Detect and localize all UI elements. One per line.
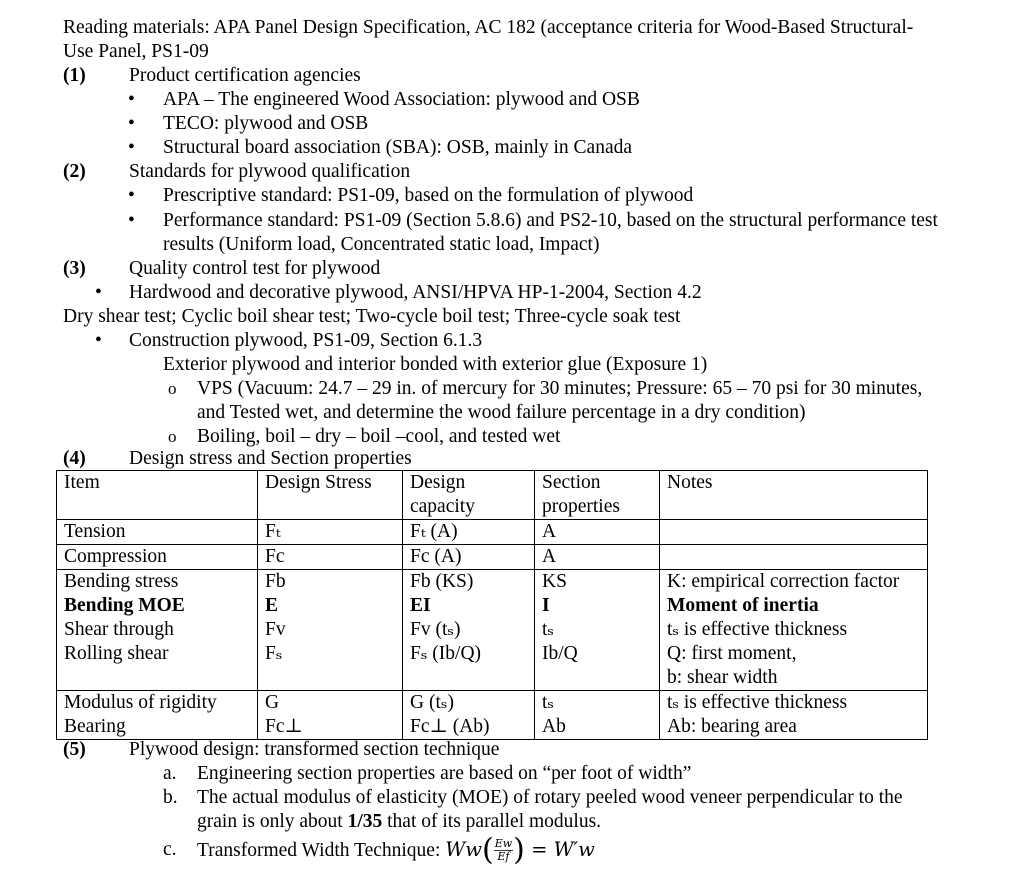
s3-test-list: Dry shear test; Cyclic boil shear test; Two-cycle boil test; Three-cycle soak test — [63, 306, 681, 327]
s2-performance-line1: Performance standard: PS1-09 (Section 5.8.6) and PS2-10, based on the structural performance test — [163, 210, 938, 231]
section-5-heading: Plywood design: transformed section technique — [129, 739, 500, 760]
section-5-number: (5) — [63, 739, 86, 760]
table-cell: Fb — [258, 570, 403, 595]
table-cell: tₛ — [535, 618, 660, 642]
item-a-label: a. — [163, 763, 177, 784]
header-section-l1: Section — [542, 472, 601, 493]
table-row-tension — [57, 520, 928, 545]
s3-vps-line1: VPS (Vacuum: 24.7 – 29 in. of mercury for 30 minutes; Pressure: 65 – 70 psi for 30 minutes, — [197, 378, 923, 399]
section-1-heading: Product certification agencies — [129, 65, 361, 86]
table-row-shear-through — [57, 618, 928, 642]
table-cell: Bearing — [57, 715, 258, 740]
table-cell: tₛ is effective thickness — [660, 691, 928, 716]
header-design-capacity — [403, 471, 535, 520]
formula-equals: = — [531, 838, 548, 861]
table-cell: tₛ — [535, 691, 660, 716]
table-cell: Shear through — [57, 618, 258, 642]
s2-performance-line2: results (Uniform load, Concentrated static load, Impact) — [163, 234, 600, 255]
bullet-icon — [128, 136, 135, 160]
item-c-text — [197, 832, 595, 868]
s2-prescriptive: Prescriptive standard: PS1-09, based on the formulation of plywood — [163, 185, 694, 206]
formula-rhs: W′w — [553, 838, 595, 861]
table-cell: Fₛ — [258, 642, 403, 691]
table-cell — [660, 520, 928, 545]
formula-numerator: Ew — [494, 837, 513, 850]
table-cell — [660, 545, 928, 570]
section-4-number: (4) — [63, 448, 86, 469]
header-section-properties — [535, 471, 660, 520]
table-cell: Fv (tₛ) — [403, 618, 535, 642]
s1-bullet-sba: Structural board association (SBA): OSB, mainly in Canada — [163, 137, 633, 158]
header-design-capacity-l2: capacity — [410, 496, 475, 517]
table-cell: E — [258, 594, 403, 618]
table-cell: Ib/Q — [535, 642, 660, 691]
item-b-line1: The actual modulus of elasticity (MOE) of rotary peeled wood veneer perpendicular to the — [197, 787, 903, 808]
circle-bullet-icon — [168, 425, 177, 449]
section-3-number: (3) — [63, 258, 86, 279]
bullet-icon — [128, 209, 135, 233]
table-cell: EI — [403, 594, 535, 618]
table-cell: Fₛ (Ib/Q) — [403, 642, 535, 691]
header-item: Item — [57, 471, 258, 520]
section-2-number: (2) — [63, 161, 86, 182]
item-a-text: Engineering section properties are based on “per foot of width” — [197, 763, 692, 784]
ratio-value: 1/35 — [347, 811, 383, 832]
table-cell: Moment of inertia — [660, 594, 928, 618]
table-row-bending-moe — [57, 594, 928, 618]
formula-lhs: Ww — [445, 838, 482, 861]
table-row-bending-stress — [57, 570, 928, 595]
table-cell: Fb (KS) — [403, 570, 535, 595]
table-cell: Ab — [535, 715, 660, 740]
item-b-line2-post: that of its parallel modulus. — [382, 811, 602, 832]
s3-boiling: Boiling, boil – dry – boil –cool, and tested wet — [197, 426, 561, 447]
table-cell: Fₜ (A) — [403, 520, 535, 545]
right-paren-icon: ) — [513, 832, 525, 868]
table-row-compression — [57, 545, 928, 570]
section-3-heading: Quality control test for plywood — [129, 258, 381, 279]
formula-denominator: Ef — [497, 850, 510, 863]
table-cell: G (tₛ) — [403, 691, 535, 716]
header-notes: Notes — [660, 471, 928, 520]
item-c-label-text: Transformed Width Technique: — [197, 840, 441, 861]
item-b-line2 — [197, 810, 601, 834]
rolling-shear-note-b: b: shear width — [667, 667, 778, 688]
table-cell: Bending stress — [57, 570, 258, 595]
left-paren-icon: ( — [482, 832, 494, 868]
item-b-line2-pre: grain is only about — [197, 811, 348, 832]
item-b-label: b. — [163, 787, 178, 808]
table-cell: Bending MOE — [57, 594, 258, 618]
circle-bullet-icon — [168, 377, 177, 401]
table-cell: Fₜ — [258, 520, 403, 545]
item-c-label: c. — [163, 839, 177, 860]
bullet-icon — [95, 329, 102, 353]
table-cell: Modulus of rigidity — [57, 691, 258, 716]
section-2-heading: Standards for plywood qualification — [129, 161, 411, 182]
table-cell: tₛ is effective thickness — [660, 618, 928, 642]
transformed-width-formula — [445, 832, 595, 868]
table-cell — [660, 642, 928, 691]
table-cell: Fv — [258, 618, 403, 642]
rolling-shear-note-q: Q: first moment, — [667, 643, 797, 664]
header-design-stress: Design Stress — [258, 471, 403, 520]
bullet-icon — [95, 281, 102, 305]
table-cell: Fc — [258, 545, 403, 570]
reading-materials-line2: Use Panel, PS1-09 — [63, 41, 209, 62]
table-cell: Fc⊥ (Ab) — [403, 715, 535, 740]
table-cell: K: empirical correction factor — [660, 570, 928, 595]
header-design-capacity-l1: Design — [410, 472, 466, 493]
table-row-bearing — [57, 715, 928, 740]
table-cell: Ab: bearing area — [660, 715, 928, 740]
table-row-rolling-shear — [57, 642, 928, 691]
section-1-number: (1) — [63, 65, 86, 86]
table-cell: A — [535, 520, 660, 545]
table-row-modulus-rigidity — [57, 691, 928, 716]
section-4-heading: Design stress and Section properties — [129, 448, 412, 469]
s3-exterior: Exterior plywood and interior bonded with exterior glue (Exposure 1) — [163, 354, 708, 375]
bullet-icon — [128, 112, 135, 136]
s3-hardwood: Hardwood and decorative plywood, ANSI/HPVA HP-1-2004, Section 4.2 — [129, 282, 702, 303]
design-stress-table — [56, 470, 928, 740]
reading-materials-line1: Reading materials: APA Panel Design Specification, AC 182 (acceptance criteria for Wood-Based Structural- — [63, 17, 914, 38]
table-cell: Rolling shear — [57, 642, 258, 691]
s3-construction: Construction plywood, PS1-09, Section 6.1.3 — [129, 330, 483, 351]
s1-bullet-apa: APA – The engineered Wood Association: plywood and OSB — [163, 89, 640, 110]
table-header-row — [57, 471, 928, 520]
table-cell: KS — [535, 570, 660, 595]
table-cell: Fc⊥ — [258, 715, 403, 740]
s1-bullet-teco: TECO: plywood and OSB — [163, 113, 369, 134]
s3-vps-line2: and Tested wet, and determine the wood failure percentage in a dry condition) — [197, 402, 806, 423]
table-cell: G — [258, 691, 403, 716]
table-cell: I — [535, 594, 660, 618]
header-section-l2: properties — [542, 496, 620, 517]
formula-fraction — [494, 838, 513, 863]
bullet-icon — [128, 88, 135, 112]
table-cell: Tension — [57, 520, 258, 545]
bullet-icon — [128, 184, 135, 208]
table-cell: Compression — [57, 545, 258, 570]
table-cell: A — [535, 545, 660, 570]
table-cell: Fc (A) — [403, 545, 535, 570]
